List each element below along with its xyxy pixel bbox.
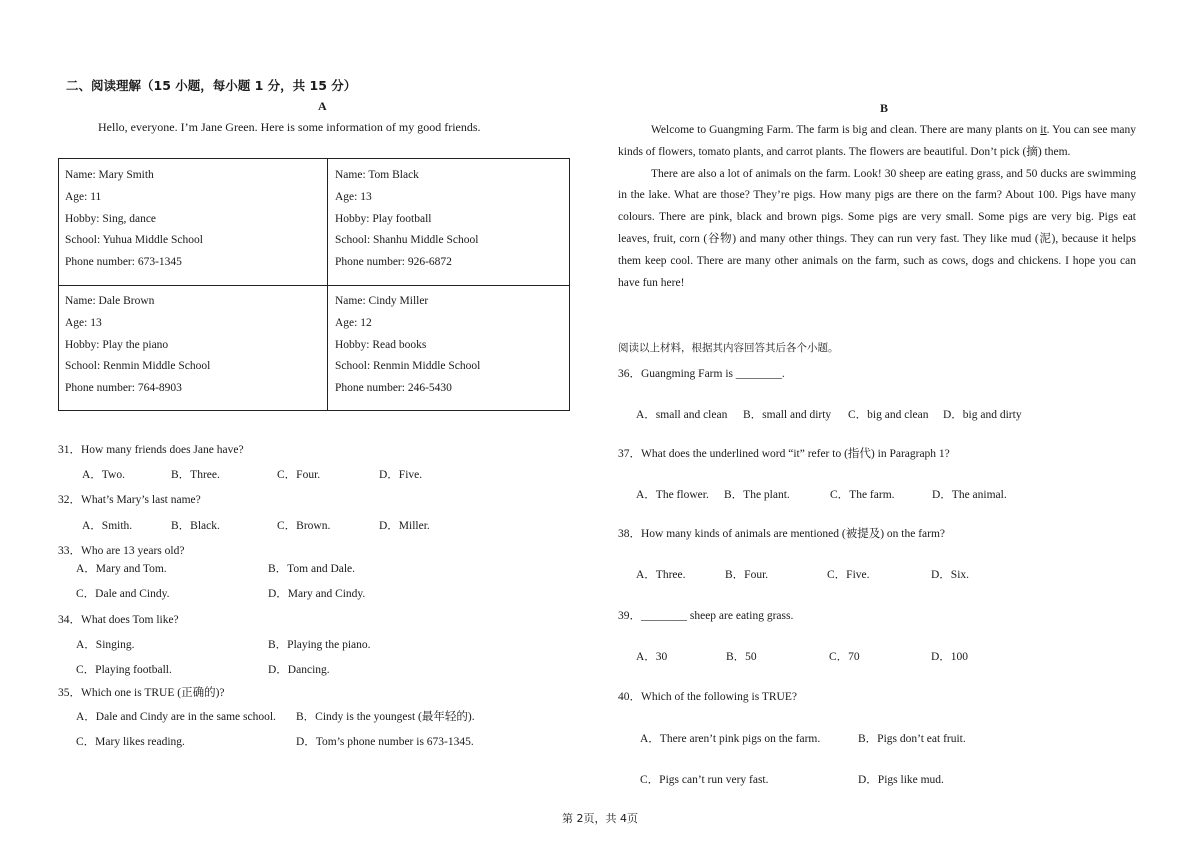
passage-b-paragraph-1: [618, 120, 1136, 164]
q37-option-a[interactable]: A．The flower.: [636, 489, 709, 501]
q33-option-b[interactable]: B．Tom and Dale.: [268, 563, 356, 575]
passage-b-text: [618, 120, 1136, 294]
question-35: 35．Which one is TRUE (正确的)?: [58, 687, 225, 699]
table-divider-horizontal: [59, 285, 569, 286]
q33-option-c[interactable]: C．Dale and Cindy.: [76, 588, 170, 600]
q34-option-d[interactable]: D．Dancing.: [268, 664, 330, 676]
q33-option-a[interactable]: A．Mary and Tom.: [76, 563, 167, 575]
q36-option-d[interactable]: D．big and dirty: [943, 409, 1022, 421]
q39-option-d[interactable]: D．100: [931, 651, 969, 663]
question-31: 31．How many friends does Jane have?: [58, 444, 244, 456]
q39-option-a[interactable]: A．30: [636, 651, 668, 663]
q40-option-c[interactable]: C．Pigs can’t run very fast.: [640, 774, 769, 786]
q38-option-c[interactable]: C．Five.: [827, 569, 870, 581]
friend-card-mary: [65, 165, 203, 274]
p1-text-after: . You can see many kinds of flowers, tomato plants, and carrot plants. The flowers are beautiful. Don’t pick (摘) them.: [618, 124, 1136, 158]
friend-phone: Phone number: 673-1345: [65, 256, 182, 269]
passage-b-label: B: [880, 101, 889, 115]
q35-option-b[interactable]: B．Cindy is the youngest (最年轻的).: [296, 711, 475, 723]
q35-option-a[interactable]: A．Dale and Cindy are in the same school.: [76, 711, 276, 723]
friend-name: Name: Tom Black: [335, 169, 419, 181]
q36-option-c[interactable]: C．big and clean: [848, 409, 929, 421]
friend-hobby: Hobby: Play the piano: [65, 338, 169, 351]
friend-age: Age: 13: [335, 190, 372, 203]
q32-option-d[interactable]: D．Miller.: [379, 520, 430, 532]
q33-option-d[interactable]: D．Mary and Cindy.: [268, 588, 366, 600]
friend-age: Age: 11: [65, 190, 102, 203]
q38-option-b[interactable]: B．Four.: [725, 569, 769, 581]
q32-option-b[interactable]: B．Black.: [171, 520, 220, 532]
friend-hobby: Hobby: Sing, dance: [65, 212, 157, 225]
friend-name: Name: Cindy Miller: [335, 295, 429, 307]
friend-name: Name: Mary Smith: [65, 169, 154, 181]
question-39: 39．________ sheep are eating grass.: [618, 610, 794, 622]
friend-age: Age: 12: [335, 316, 372, 329]
passage-a-label: A: [318, 99, 327, 113]
question-36: 36．Guangming Farm is ________.: [618, 368, 785, 380]
friend-card-dale: [65, 291, 210, 400]
question-34: 34．What does Tom like?: [58, 614, 179, 626]
friend-card-tom: [335, 165, 478, 274]
q35-option-c[interactable]: C．Mary likes reading.: [76, 736, 185, 748]
question-38: 38．How many kinds of animals are mentioned (被提及) on the farm?: [618, 528, 946, 540]
q39-option-b[interactable]: B．50: [726, 651, 757, 663]
friend-name: Name: Dale Brown: [65, 295, 155, 307]
friend-phone: Phone number: 926-6872: [335, 256, 452, 269]
q34-option-c[interactable]: C．Playing football.: [76, 664, 172, 676]
q32-option-c[interactable]: C．Brown.: [277, 520, 331, 532]
q32-option-a[interactable]: A．Smith.: [82, 520, 133, 532]
passage-b-paragraph-2: There are also a lot of animals on the farm. Look! 30 sheep are eating grass, and 50 ducks are swimming in the lake. What are those? They’re pigs. How many pigs are there on the farm? About 100. Pigs have many colours. There are pink, black and brown pigs. Some pigs are very small. Some pigs are very big. Pigs eat leaves, fruit, corn (谷物) and many other things. They can run very fast. They like mud (泥), because it helps them keep cool. There are many other animals on the farm, such as cows, dogs and chickens. I hope you can have fun here!: [618, 167, 1136, 289]
passage-b-instruction: 阅读以上材料，根据其内容回答其后各个小题。: [618, 342, 839, 354]
q40-option-b[interactable]: B．Pigs don’t eat fruit.: [858, 733, 966, 745]
q34-option-b[interactable]: B．Playing the piano.: [268, 639, 371, 651]
q34-option-a[interactable]: A．Singing.: [76, 639, 135, 651]
q36-option-b[interactable]: B．small and dirty: [743, 409, 832, 421]
friend-school: School: Renmin Middle School: [335, 360, 481, 373]
q31-option-a[interactable]: A．Two.: [82, 469, 125, 481]
friend-school: School: Renmin Middle School: [65, 360, 211, 373]
section-title: 二、阅读理解（15 小题，每小题 1 分，共 15 分）: [66, 78, 357, 93]
question-40: 40．Which of the following is TRUE?: [618, 691, 797, 703]
friend-hobby: Hobby: Read books: [335, 338, 427, 351]
q38-option-a[interactable]: A．Three.: [636, 569, 686, 581]
q31-option-b[interactable]: B．Three.: [171, 469, 220, 481]
q37-option-d[interactable]: D．The animal.: [932, 489, 1007, 501]
q40-option-d[interactable]: D．Pigs like mud.: [858, 774, 944, 786]
friend-phone: Phone number: 764-8903: [65, 382, 182, 395]
q40-option-a[interactable]: A．There aren’t pink pigs on the farm.: [640, 733, 821, 745]
page-number-footer: 第 2页，共 4页: [562, 812, 638, 825]
friend-hobby: Hobby: Play football: [335, 212, 432, 225]
friend-age: Age: 13: [65, 316, 102, 329]
friend-phone: Phone number: 246-5430: [335, 382, 452, 395]
q31-option-d[interactable]: D．Five.: [379, 469, 423, 481]
friend-school: School: Yuhua Middle School: [65, 234, 203, 247]
friend-school: School: Shanhu Middle School: [335, 234, 479, 247]
p1-text-before: Welcome to Guangming Farm. The farm is big and clean. There are many plants on: [651, 124, 1041, 136]
q38-option-d[interactable]: D．Six.: [931, 569, 970, 581]
passage-a-intro: Hello, everyone. I’m Jane Green. Here is some information of my good friends.: [98, 120, 481, 134]
q37-option-c[interactable]: C．The farm.: [830, 489, 895, 501]
question-32: 32．What’s Mary’s last name?: [58, 494, 201, 506]
underlined-word-it: it: [1040, 124, 1047, 136]
q35-option-d[interactable]: D．Tom’s phone number is 673-1345.: [296, 736, 474, 748]
friends-info-table: [58, 158, 570, 411]
friend-card-cindy: [335, 291, 480, 400]
q39-option-c[interactable]: C．70: [829, 651, 860, 663]
question-37: 37．What does the underlined word “it” refer to (指代) in Paragraph 1?: [618, 448, 950, 460]
q31-option-c[interactable]: C．Four.: [277, 469, 321, 481]
question-33: 33．Who are 13 years old?: [58, 545, 185, 557]
q37-option-b[interactable]: B．The plant.: [724, 489, 790, 501]
q36-option-a[interactable]: A．small and clean: [636, 409, 728, 421]
